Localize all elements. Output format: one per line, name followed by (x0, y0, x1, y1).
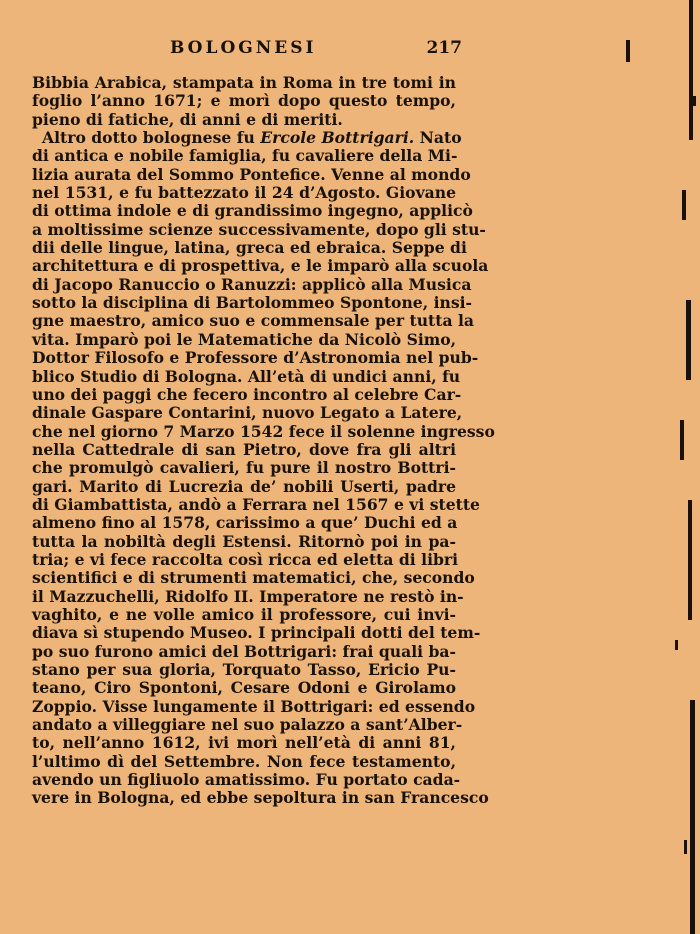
line-tail: Nato (419, 128, 462, 148)
text-line: vaghito, e ne volle amico il professore, cui invi- (32, 604, 456, 624)
person-name-italic: Ercole Bottrigari. (260, 128, 415, 148)
text-line: il Mazzuchelli, Ridolfo II. Imperatore ne restò in- (32, 586, 464, 606)
text-line: dinale Gaspare Contarini, nuovo Legato a Latere, (32, 403, 463, 423)
text-line: avendo un figliuolo amatissimo. Fu portato cada- (32, 770, 461, 790)
text-line: l’ultimo dì del Settembre. Non fece testamento, (32, 751, 456, 771)
text-line: stano per sua gloria, Torquato Tasso, Ericio Pu- (32, 660, 456, 679)
line-head: Altro dotto bolognese fu (42, 128, 255, 148)
text-line: gne maestro, amico suo e commensale per tutta la (32, 311, 475, 331)
text-line: dii delle lingue, latina, greca ed ebraica. Seppe di (32, 238, 467, 258)
text-line: diava sì stupendo Museo. I principali dotti del tem- (32, 623, 481, 643)
text-line: di ottima indole e di grandissimo ingegno, applicò (32, 201, 473, 221)
text-line-paragraph-start (32, 128, 462, 148)
text-line: di Jacopo Ranuccio o Ranuzzi: applicò alla Musica (32, 274, 472, 294)
running-head: BOLOGNESI (170, 38, 317, 58)
text-line: pieno di fatiche, di anni e di meriti. (32, 109, 343, 129)
text-line: sotto la disciplina di Bartolommeo Spontone, insi- (32, 293, 473, 313)
text-line: di Giambattista, andò a Ferrara nel 1567 e vi stette (32, 494, 480, 514)
text-line: blico Studio di Bologna. All’età di undici anni, fu (32, 366, 461, 386)
body-text (32, 73, 495, 808)
text-line: andato a villeggiare nel suo palazzo a sant’Alber- (32, 715, 463, 735)
text-line: Zoppio. Visse lungamente il Bottrigari: ed essendo (32, 696, 476, 716)
text-line: vere in Bologna, ed ebbe sepoltura in san Francesco (32, 788, 489, 808)
text-line: gari. Marito di Lucrezia de’ nobili Userti, padre (32, 476, 456, 496)
text-line: tutta la nobiltà degli Estensi. Ritornò poi in pa- (32, 531, 456, 551)
text-line: architettura e di prospettiva, e le imparò alla scuola (32, 256, 489, 276)
text-line: po suo furono amici del Bottrigari: frai quali ba- (32, 641, 457, 661)
text-line: lizia aurata del Sommo Pontefice. Venne al mondo (32, 164, 471, 184)
text-line: nel 1531, e fu battezzato il 24 d’Agosto. Giovane (32, 183, 456, 203)
text-line: teano, Ciro Spontoni, Cesare Odoni e Girolamo (32, 678, 456, 698)
text-line: tria; e vi fece raccolta così ricca ed eletta di libri (32, 549, 459, 569)
scan-edge-artifacts (600, 0, 700, 934)
text-line: Bibbia Arabica, stampata in Roma in tre tomi in (32, 73, 456, 92)
text-line: vita. Imparò poi le Matematiche da Nicolò Simo, (32, 329, 457, 349)
text-line: Dottor Filosofo e Professore d’Astronomia nel pub- (32, 348, 479, 368)
text-line: to, nell’anno 1612, ivi morì nell’età di anni 81, (32, 733, 456, 753)
text-line: almeno fino al 1578, carissimo a que’ Duchi ed a (32, 513, 458, 533)
text-line: a moltissime scienze successivamente, dopo gli stu- (32, 219, 486, 239)
text-line: uno dei paggi che fecero incontro al celebre Car- (32, 384, 462, 404)
text-line: nella Cattedrale di san Pietro, dove fra gli altri (32, 439, 456, 459)
text-line: che nel giorno 7 Marzo 1542 fece il solenne ingresso (32, 421, 495, 441)
text-line: scientifici e di strumenti matematici, che, secondo (32, 568, 475, 588)
text-line: di antica e nobile famiglia, fu cavaliere della Mi- (32, 146, 458, 166)
text-line: che promulgò cavalieri, fu pure il nostro Bottri- (32, 458, 456, 478)
page-number: 217 (426, 38, 462, 58)
page-header (30, 38, 462, 66)
text-line: foglio l’anno 1671; e morì dopo questo tempo, (32, 91, 456, 111)
